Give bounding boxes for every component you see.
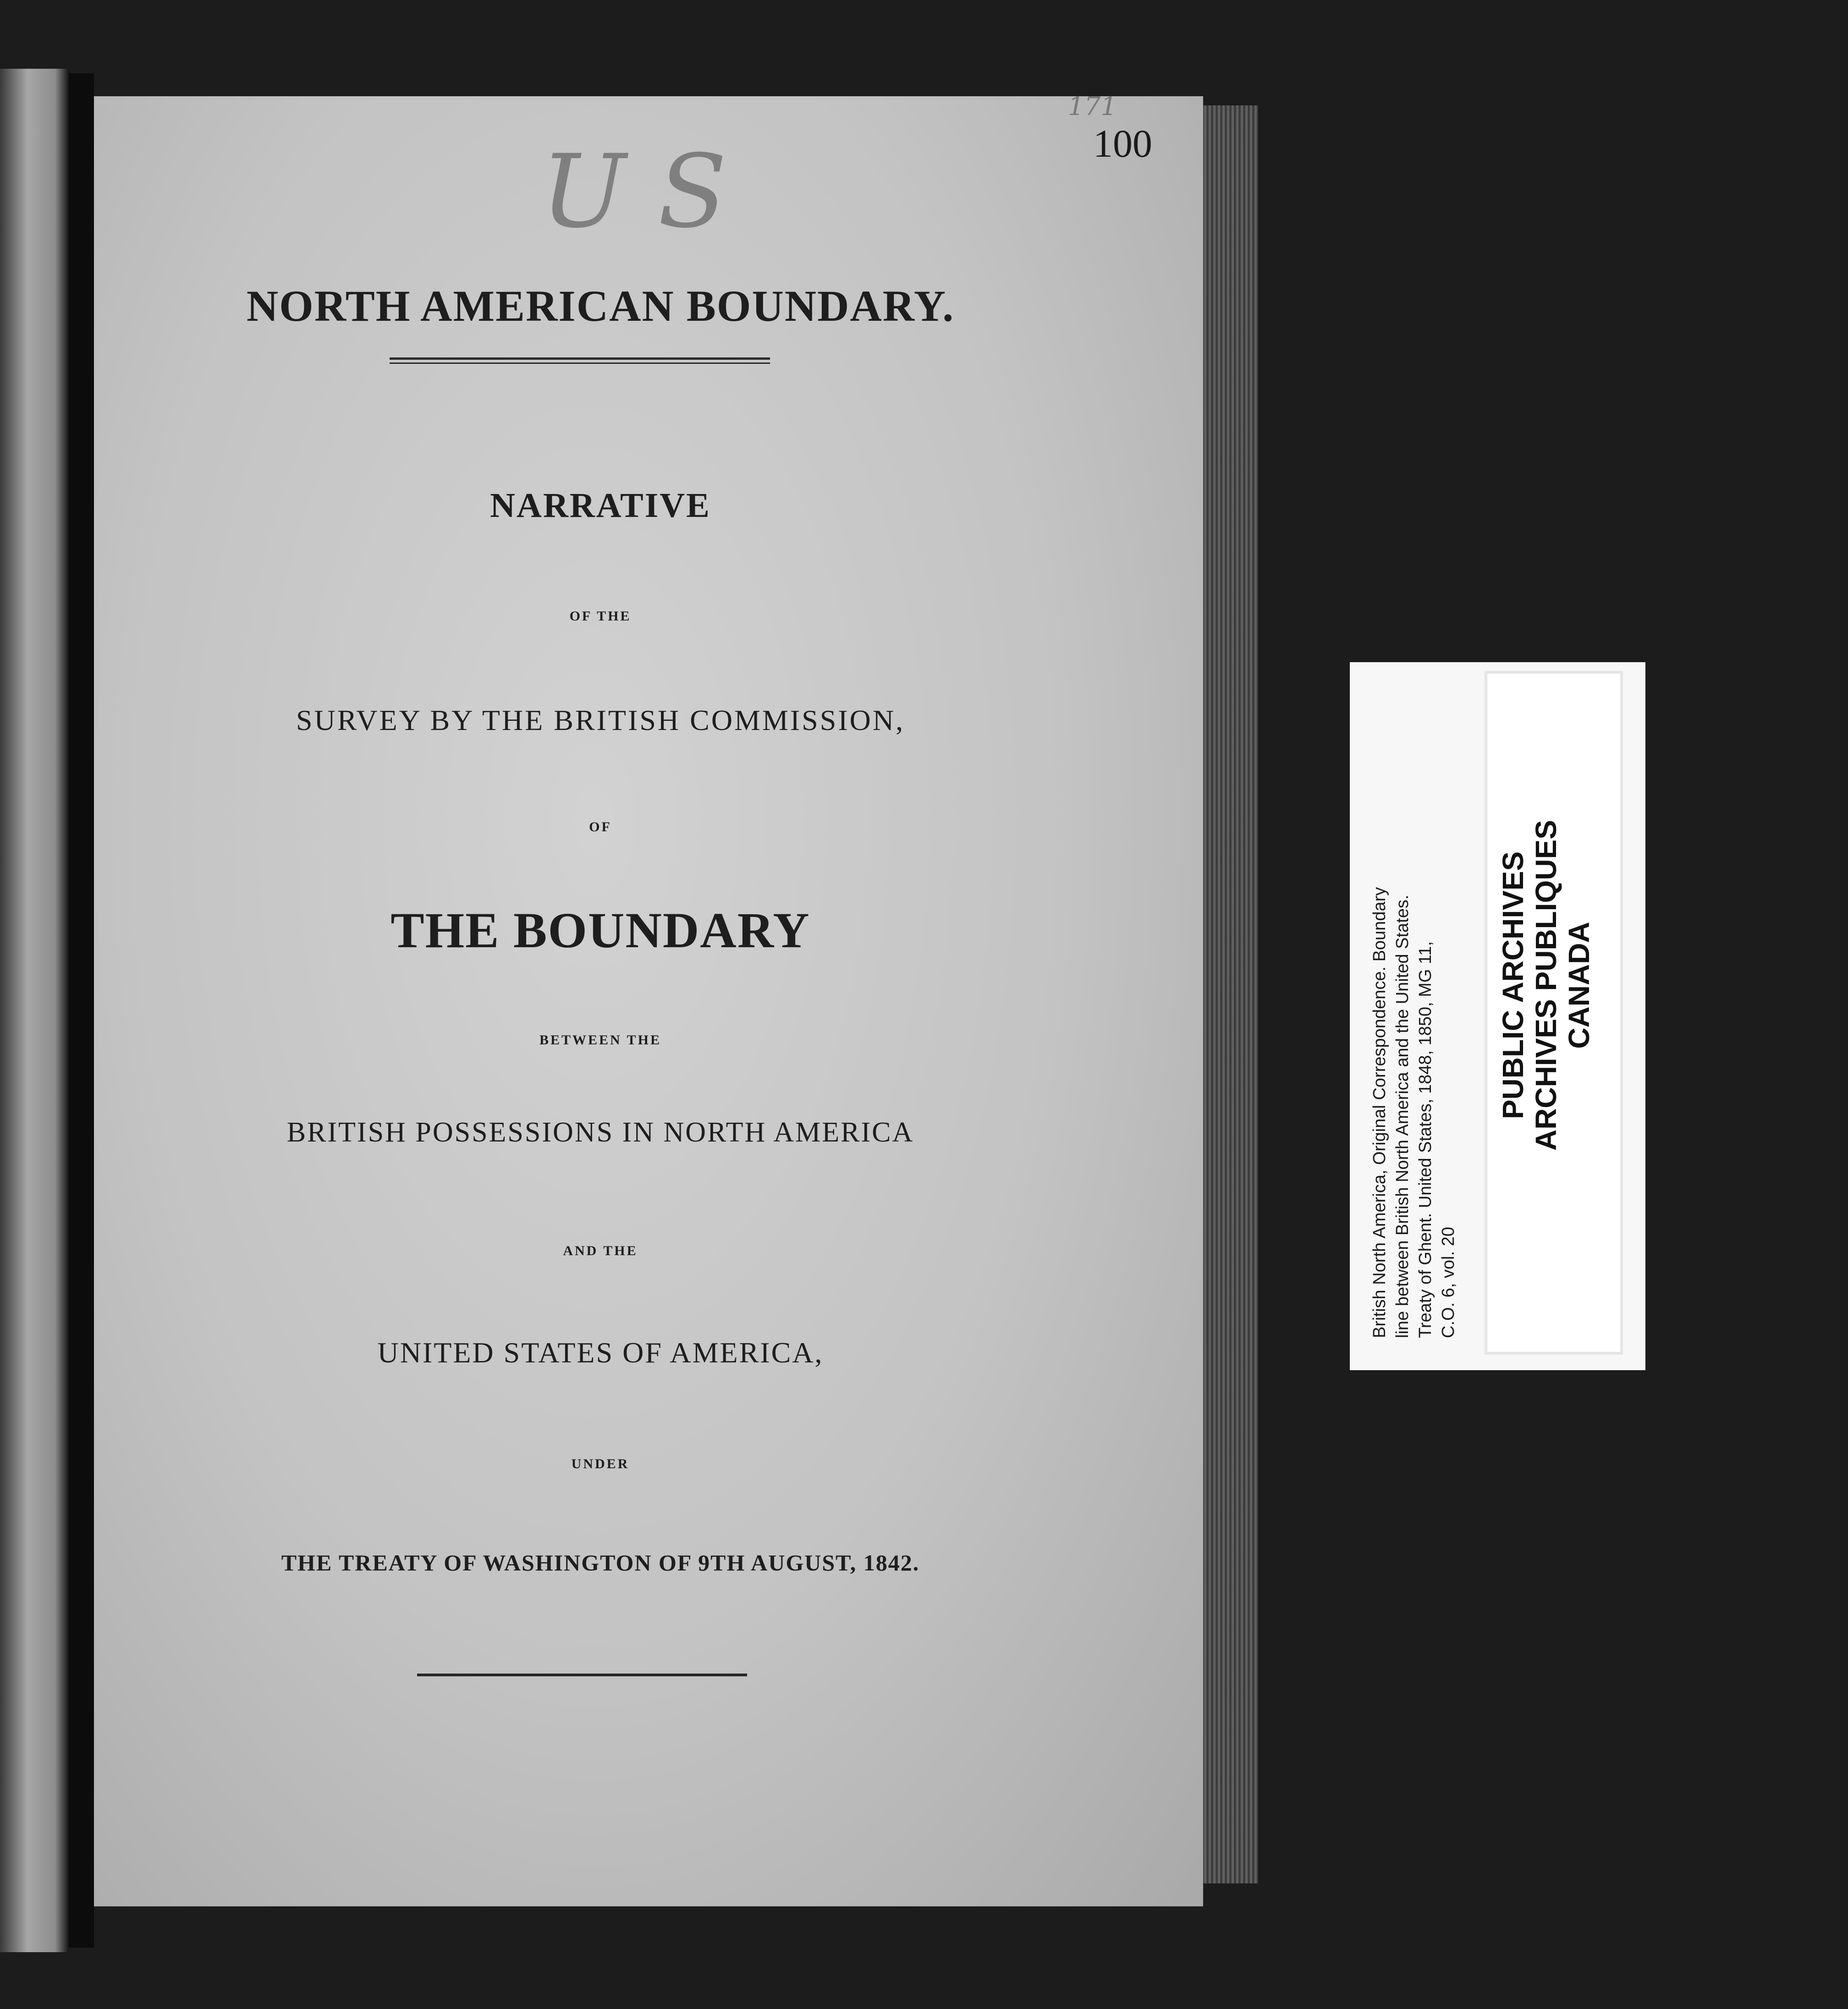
archive-label-line: British North America, Original Correspondence. Boundary — [1370, 887, 1389, 1338]
archive-label-line: Treaty of Ghent. United States, 1848, 1850, MG 11, — [1416, 941, 1435, 1338]
single-rule — [417, 1674, 747, 1676]
title-between-the: BETWEEN THE — [539, 1032, 662, 1048]
title-and-the: AND THE — [563, 1243, 638, 1258]
title-the-boundary: THE BOUNDARY — [390, 902, 810, 958]
facing-page-edge — [0, 69, 69, 1952]
page-number: 100 — [1093, 121, 1152, 165]
page-stack-edge — [1203, 105, 1258, 1883]
archives-stamp-text — [1496, 779, 1595, 1191]
stamp-line: CANADA — [1562, 922, 1595, 1049]
double-rule — [390, 357, 770, 364]
archive-label-line: line between British North America and the United States. — [1393, 895, 1412, 1338]
title-under: UNDER — [571, 1456, 630, 1471]
book-gutter — [69, 73, 94, 1948]
title-survey: SURVEY BY THE BRITISH COMMISSION, — [296, 704, 905, 736]
title-british-possessions: BRITISH POSSESSIONS IN NORTH AMERICA — [286, 1117, 914, 1148]
stamp-line: PUBLIC ARCHIVES — [1496, 851, 1529, 1120]
archive-label-text — [1368, 674, 1460, 1338]
title-treaty: THE TREATY OF WASHINGTON OF 9TH AUGUST, 1842. — [281, 1550, 920, 1575]
title-of-the: OF THE — [569, 609, 632, 624]
series-title: NORTH AMERICAN BOUNDARY. — [246, 281, 955, 330]
archive-label-line: C.O. 6, vol. 20 — [1439, 1227, 1458, 1338]
title-page — [94, 96, 1203, 1906]
pencil-folio: 171 — [1068, 92, 1117, 121]
title-united-states: UNITED STATES OF AMERICA, — [377, 1336, 824, 1369]
title-narrative: NARRATIVE — [490, 486, 711, 525]
title-of: OF — [589, 819, 612, 834]
pencil-annotation: U S — [541, 133, 727, 250]
stamp-line: ARCHIVES PUBLIQUES — [1529, 820, 1562, 1151]
